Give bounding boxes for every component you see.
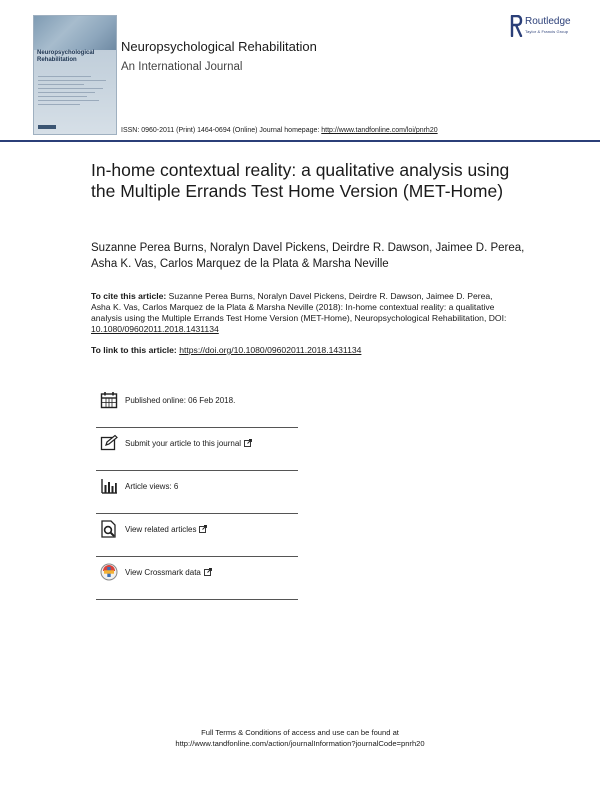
citation-label: To cite this article: (91, 291, 167, 301)
crossmark-label: View Crossmark data (125, 568, 201, 577)
journal-title: Neuropsychological Rehabilitation (121, 39, 317, 54)
calendar-icon (100, 391, 118, 409)
journal-cover-image (33, 15, 117, 135)
journal-homepage-link[interactable]: http://www.tandfonline.com/loi/pnrh20 (321, 127, 438, 134)
article-views-item (96, 471, 298, 514)
crossmark-item[interactable] (96, 557, 298, 600)
cover-title: Neuropsychological Rehabilitation (37, 50, 95, 63)
journal-subtitle: An International Journal (121, 61, 243, 73)
published-online-item (96, 385, 298, 428)
header-divider (0, 140, 600, 142)
article-link-label: To link to this article: (91, 345, 180, 355)
published-online-text: Published online: 06 Feb 2018. (125, 396, 236, 405)
article-views-text: Article views: 6 (125, 482, 179, 491)
cover-text-lines (38, 76, 114, 108)
routledge-r-icon (510, 15, 523, 37)
cover-publisher-logo (38, 125, 56, 129)
external-link-icon (199, 525, 207, 533)
submit-article-label: Submit your article to this journal (125, 439, 242, 448)
issn-text: ISSN: 0960-2011 (Print) 1464-0694 (Online) Journal homepage: (121, 127, 322, 134)
external-link-icon (204, 568, 212, 576)
article-title: In-home contextual reality: a qualitative analysis using the Multiple Errands Test Home Version (MET-Home) (91, 160, 510, 201)
bar-chart-icon (100, 477, 118, 495)
related-articles-item[interactable] (96, 514, 298, 557)
submit-article-item[interactable] (96, 428, 298, 471)
crossmark-icon (100, 563, 118, 581)
external-link-icon (244, 439, 252, 447)
article-link-line (91, 345, 361, 355)
crossmark-text[interactable] (125, 568, 212, 577)
publisher-tagline: Taylor & Francis Group (525, 29, 569, 34)
footer-terms-text: Full Terms & Conditions of access and use can be found at (201, 728, 399, 737)
article-info-list (96, 385, 298, 600)
related-articles-text[interactable] (125, 525, 207, 534)
edit-icon (100, 434, 118, 452)
submit-article-text[interactable] (125, 439, 252, 448)
routledge-logo (510, 15, 590, 41)
citation-block (91, 291, 511, 335)
divider (96, 599, 298, 600)
issn-line (121, 127, 438, 134)
article-authors: Suzanne Perea Burns, Noralyn Davel Pickens, Deirdre R. Dawson, Jaimee D. Perea, Asha K. Vas, Carlos Marquez de la Plata & Marsha Neville (91, 242, 525, 270)
document-search-icon (100, 520, 118, 538)
citation-doi-link[interactable]: 10.1080/09602011.2018.1431134 (91, 324, 219, 334)
footer-terms-link[interactable]: http://www.tandfonline.com/action/journalInformation?journalCode=pnrh20 (175, 739, 425, 748)
footer (0, 727, 600, 749)
citation-text: Suzanne Perea Burns, Noralyn Davel Pickens, Deirdre R. Dawson, Jaimee D. Perea, Asha K. Vas, Carlos Marquez de la Plata & Marsha Neville (2018): In-home contextual reality: a qualitative analysis using the Multiple Errands Test Home Version (MET-Home), Neuropsychological Rehabilitation, DOI: (91, 291, 507, 323)
related-articles-label: View related articles (125, 525, 197, 534)
cover-artwork (34, 16, 116, 50)
article-doi-url[interactable]: https://doi.org/10.1080/09602011.2018.1431134 (179, 345, 362, 355)
publisher-name: Routledge (525, 16, 571, 27)
